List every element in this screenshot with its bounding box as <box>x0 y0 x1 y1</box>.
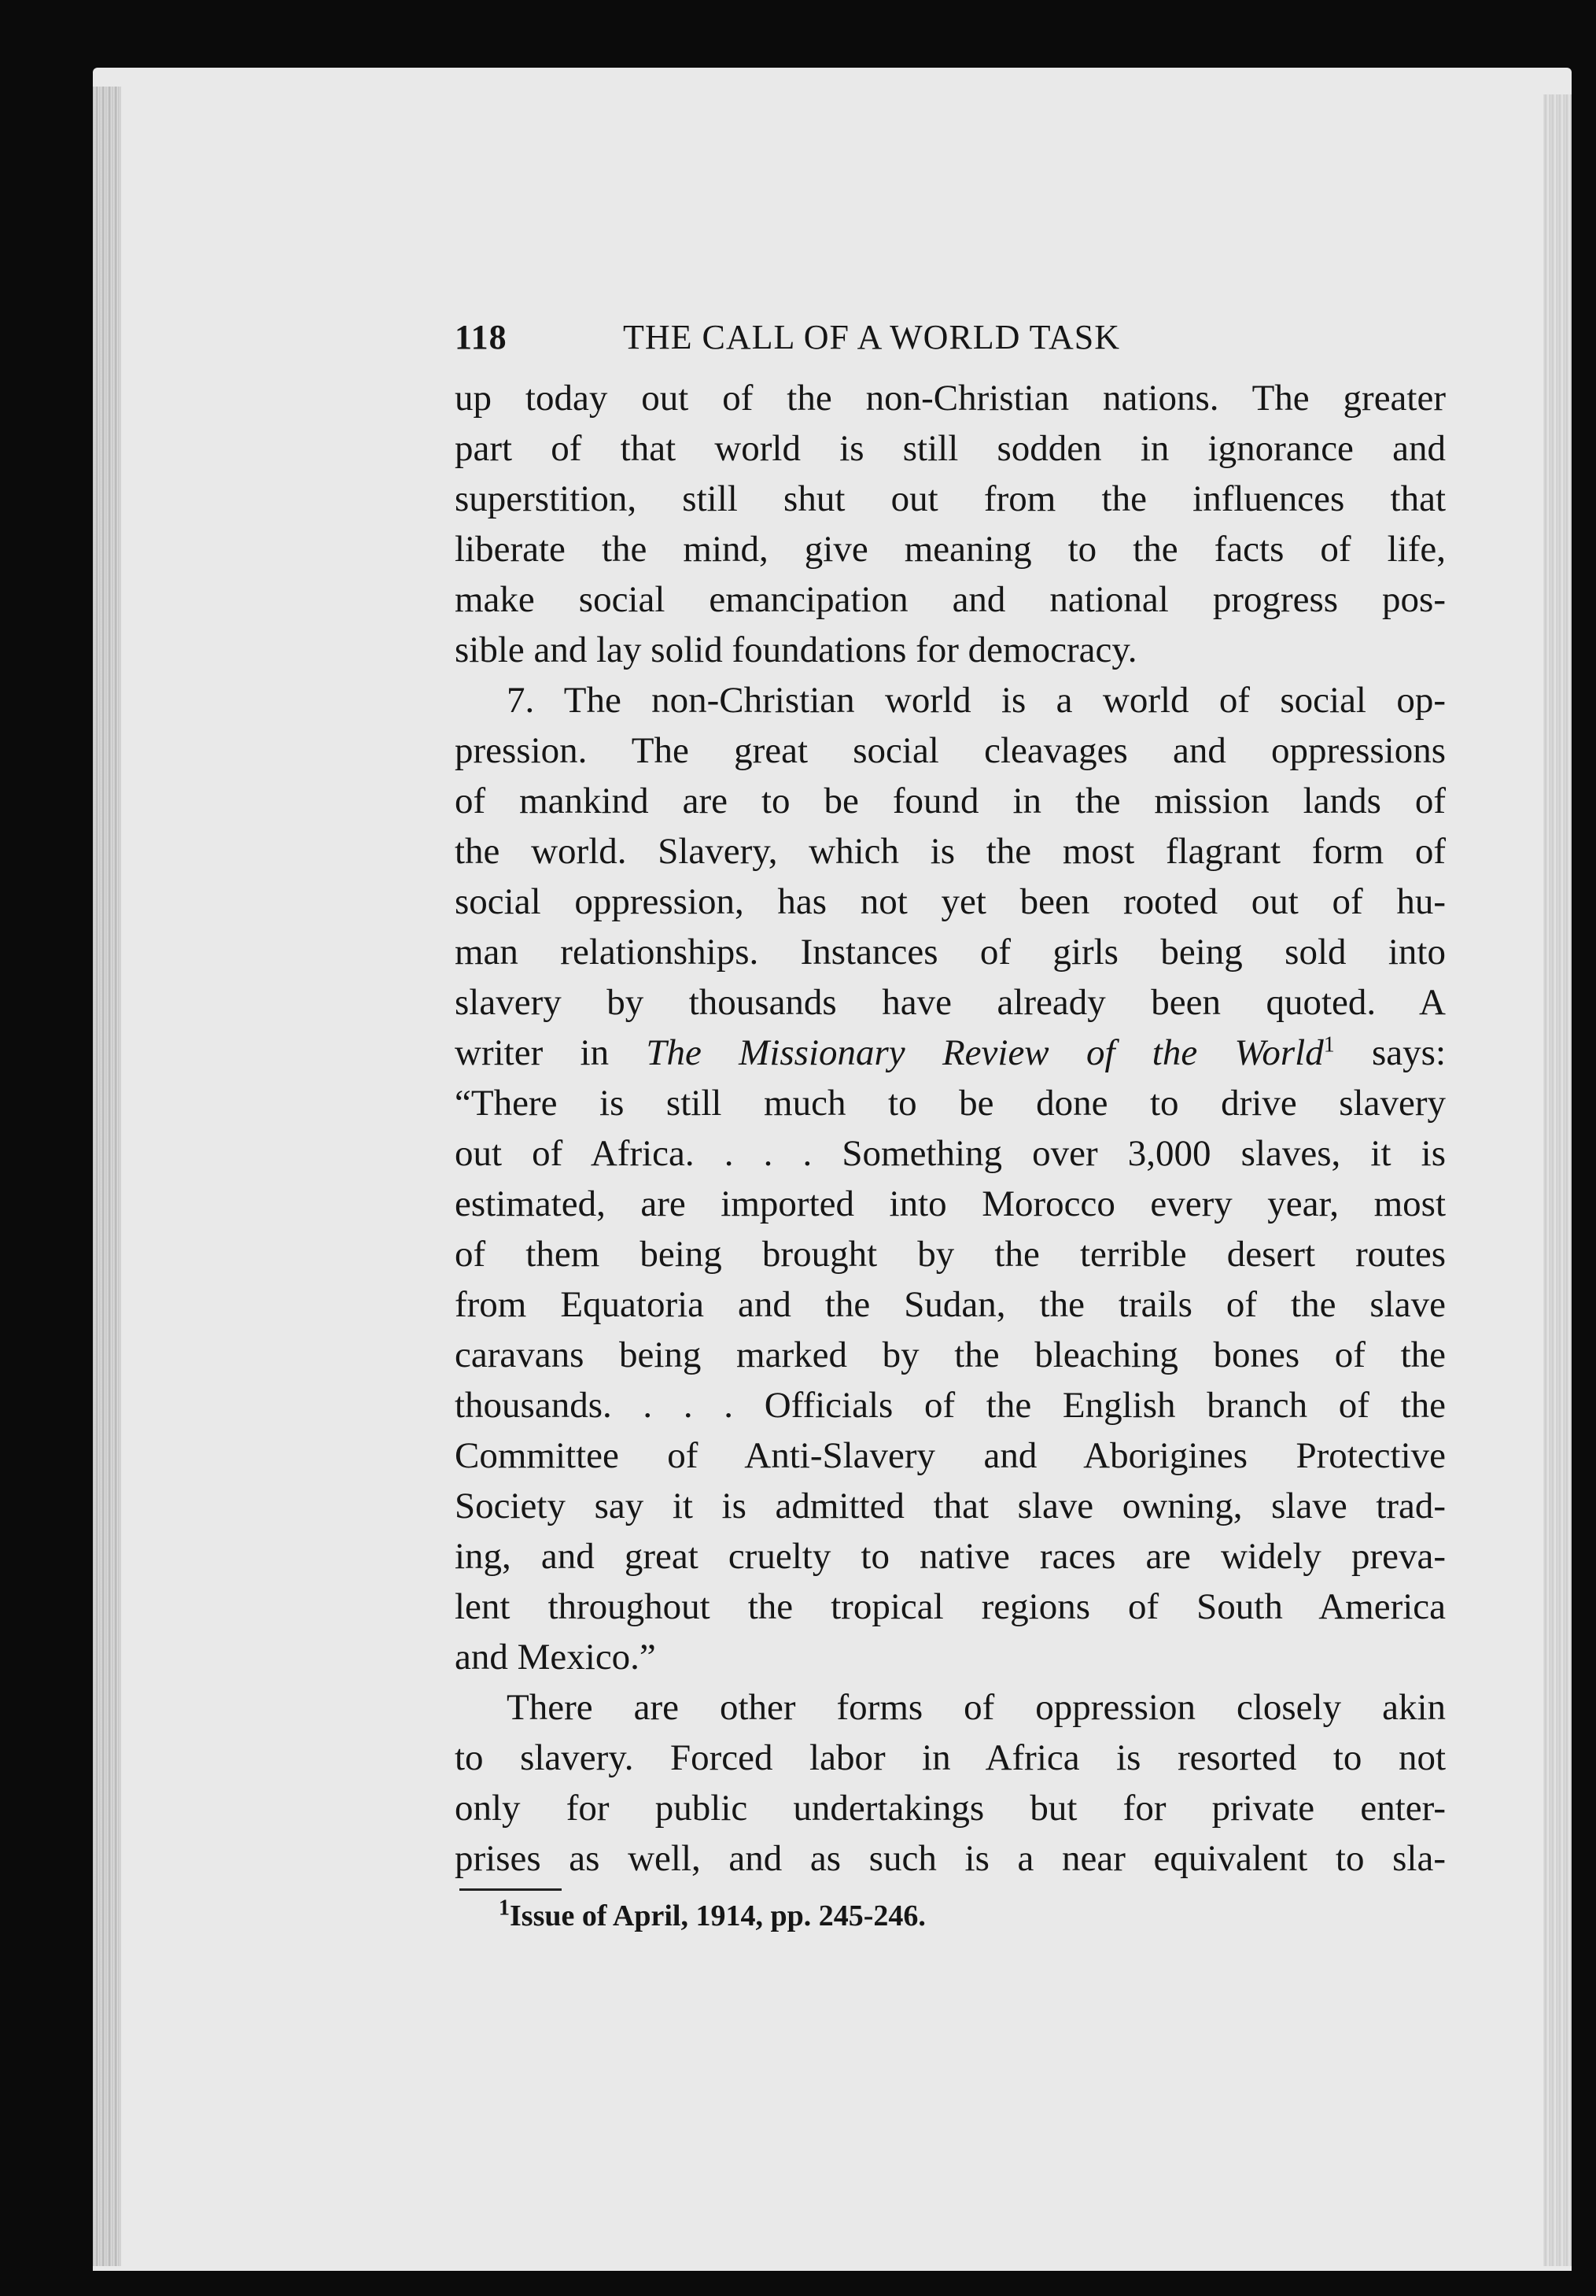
running-head <box>455 302 1446 373</box>
page-number: 118 <box>455 318 507 356</box>
body-line: There are other forms of oppression closely akin <box>507 1687 1446 1728</box>
body-line: man relationships. Instances of girls being sold into <box>455 932 1446 973</box>
cited-journal-title: The Missionary Review of the World <box>646 1032 1324 1073</box>
body-line: part of that world is still sodden in ignorance and <box>455 428 1446 469</box>
footnote <box>455 1891 1446 1941</box>
body-line: 7. The non-Christian world is a world of social op- <box>507 680 1446 721</box>
body-line: of mankind are to be found in the mission lands of <box>455 781 1446 821</box>
body-line: lent throughout the tropical regions of South America <box>455 1586 1446 1627</box>
body-line: out of Africa. . . . Something over 3,000 slaves, it is <box>455 1133 1446 1174</box>
footnote-reference-mark: 1 <box>1323 1032 1335 1058</box>
body-line: of them being brought by the terrible desert routes <box>455 1234 1446 1275</box>
body-line: prises as well, and as such is a near equivalent to sla- <box>455 1838 1446 1879</box>
body-line: estimated, are imported into Morocco every year, most <box>455 1183 1446 1224</box>
body-line: sible and lay solid foundations for democracy. <box>455 629 1137 670</box>
page-edge-right <box>1543 94 1572 2266</box>
footnote-text: Issue of April, 1914, pp. 245-246. <box>510 1899 926 1932</box>
body-line: social oppression, has not yet been rooted out of hu- <box>455 881 1446 922</box>
body-line: up today out of the non-Christian nations. The greater <box>455 378 1446 419</box>
body-line: ing, and great cruelty to native races are widely preva- <box>455 1536 1446 1577</box>
body-line: only for public undertakings but for private enter- <box>455 1788 1446 1829</box>
body-line: slavery by thousands have already been quoted. A <box>455 982 1446 1023</box>
body-line: from Equatoria and the Sudan, the trails of the slave <box>455 1284 1446 1325</box>
citation-tail-text: says: <box>1334 1032 1446 1073</box>
body-line: to slavery. Forced labor in Africa is resorted to not <box>455 1737 1446 1778</box>
body-line: pression. The great social cleavages and oppressions <box>455 730 1446 771</box>
body-line: thousands. . . . Officials of the English branch of the <box>455 1385 1446 1426</box>
body-line: and Mexico.” <box>455 1637 656 1678</box>
body-line: caravans being marked by the bleaching bones of the <box>455 1334 1446 1375</box>
body-line: liberate the mind, give meaning to the facts of life, <box>455 529 1446 570</box>
body-line: Society say it is admitted that slave owning, slave trad- <box>455 1486 1446 1526</box>
page-edge-left <box>93 87 121 2266</box>
body-line: “There is still much to be done to drive slavery <box>455 1083 1446 1124</box>
footnote-mark: 1 <box>499 1895 510 1921</box>
running-title: THE CALL OF A WORLD TASK <box>623 318 1121 356</box>
citation-lead-text: writer in <box>455 1032 647 1073</box>
body-line: the world. Slavery, which is the most flagrant form of <box>455 831 1446 872</box>
page-text-block <box>455 302 1446 1941</box>
body-line: superstition, still shut out from the influences that <box>455 478 1446 519</box>
body-line: Committee of Anti-Slavery and Aborigines Protective <box>455 1435 1446 1476</box>
body-line: make social emancipation and national progress pos- <box>455 579 1446 620</box>
body-line-citation <box>455 1028 1446 1078</box>
